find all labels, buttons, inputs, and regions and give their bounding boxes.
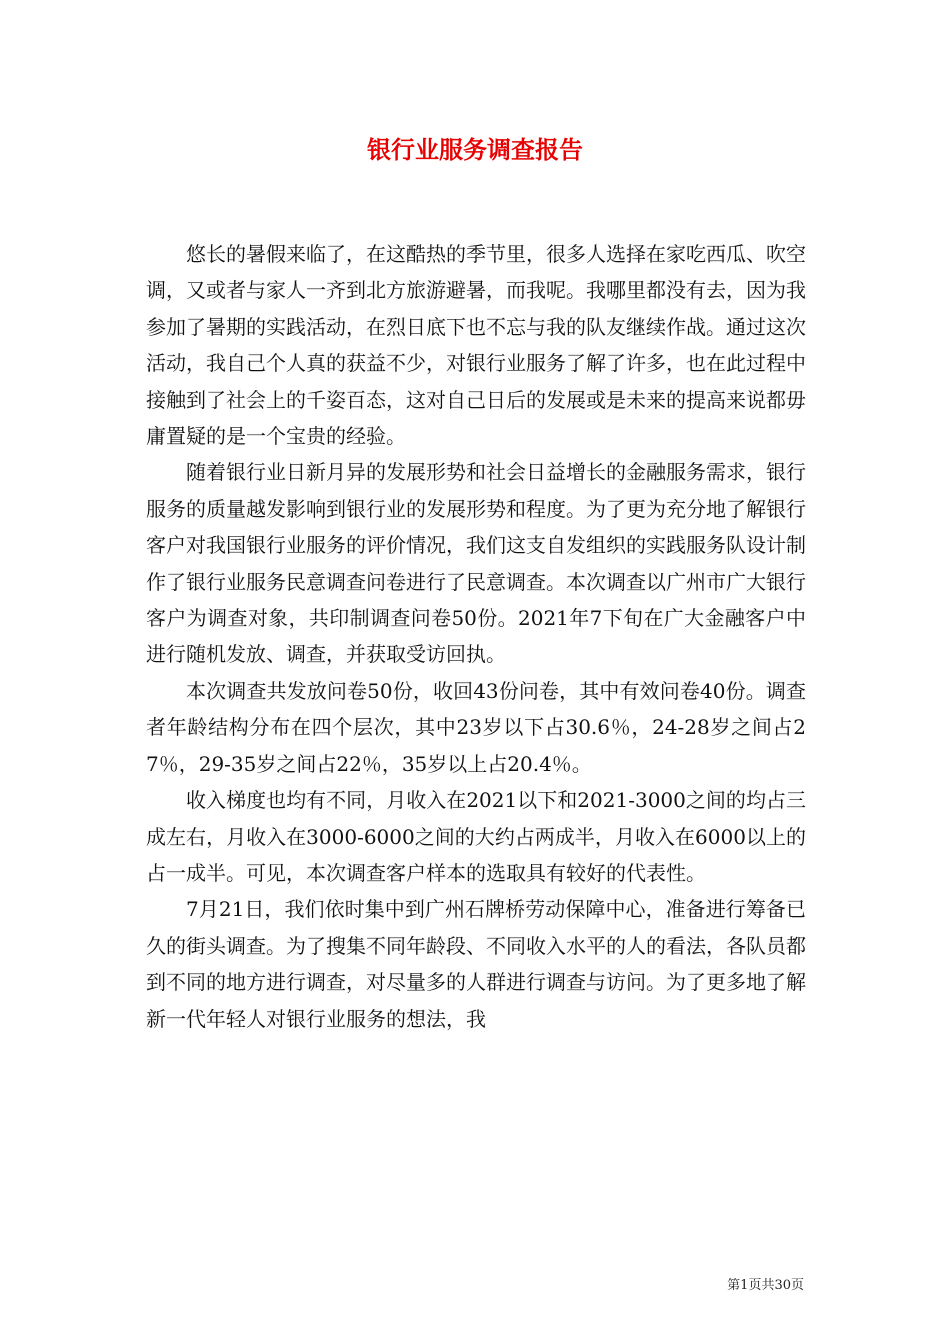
- paragraph-3: 本次调查共发放问卷50份，收回43份问卷，其中有效问卷40份。调查者年龄结构分布在四个层次，其中23岁以下占30.6％，24-28岁之间占27％，29-35岁之间占22％，35岁以上占20.4％。: [146, 678, 806, 776]
- paragraph-1: 悠长的暑假来临了，在这酷热的季节里，很多人选择在家吃西瓜、吹空调，又或者与家人一齐到北方旅游避暑，而我呢。我哪里都没有去，因为我参加了暑期的实践活动，在烈日底下也不忘与我的队友继续作战。通过这次活动，我自己个人真的获益不少，对银行业服务了解了许多，也在此过程中接触到了社会上的千姿百态，这对自己日后的发展或是未来的提高来说都毋庸置疑的是一个宝贵的经验。: [146, 242, 806, 449]
- document-title: 银行业服务调查报告: [367, 135, 583, 164]
- page-number-footer: 第1页共30页: [727, 1278, 804, 1293]
- paragraph-2: 随着银行业日新月异的发展形势和社会日益增长的金融服务需求，银行服务的质量越发影响到银行业的发展形势和程度。为了更为充分地了解银行客户对我国银行业服务的评价情况，我们这支自发组织的实践服务队设计制作了银行业服务民意调查问卷进行了民意调查。本次调查以广州市广大银行客户为调查对象，共印制调查问卷50份。2021年7下旬在广大金融客户中进行随机发放、调查，并获取受访回执。: [146, 460, 806, 667]
- paragraph-5: 7月21日，我们依时集中到广州石牌桥劳动保障中心，准备进行筹备已久的街头调查。为了搜集不同年龄段、不同收入水平的人的看法，各队员都到不同的地方进行调查，对尽量多的人群进行调查与访问。为了更多地了解新一代年轻人对银行业服务的想法，我: [146, 897, 806, 1031]
- document-body: [146, 236, 806, 1037]
- paragraph-4: 收入梯度也均有不同，月收入在2021以下和2021-3000之间的均占三成左右，月收入在3000-6000之间的大约占两成半，月收入在6000以上的占一成半。可见，本次调查客户样本的选取具有较好的代表性。: [146, 788, 806, 885]
